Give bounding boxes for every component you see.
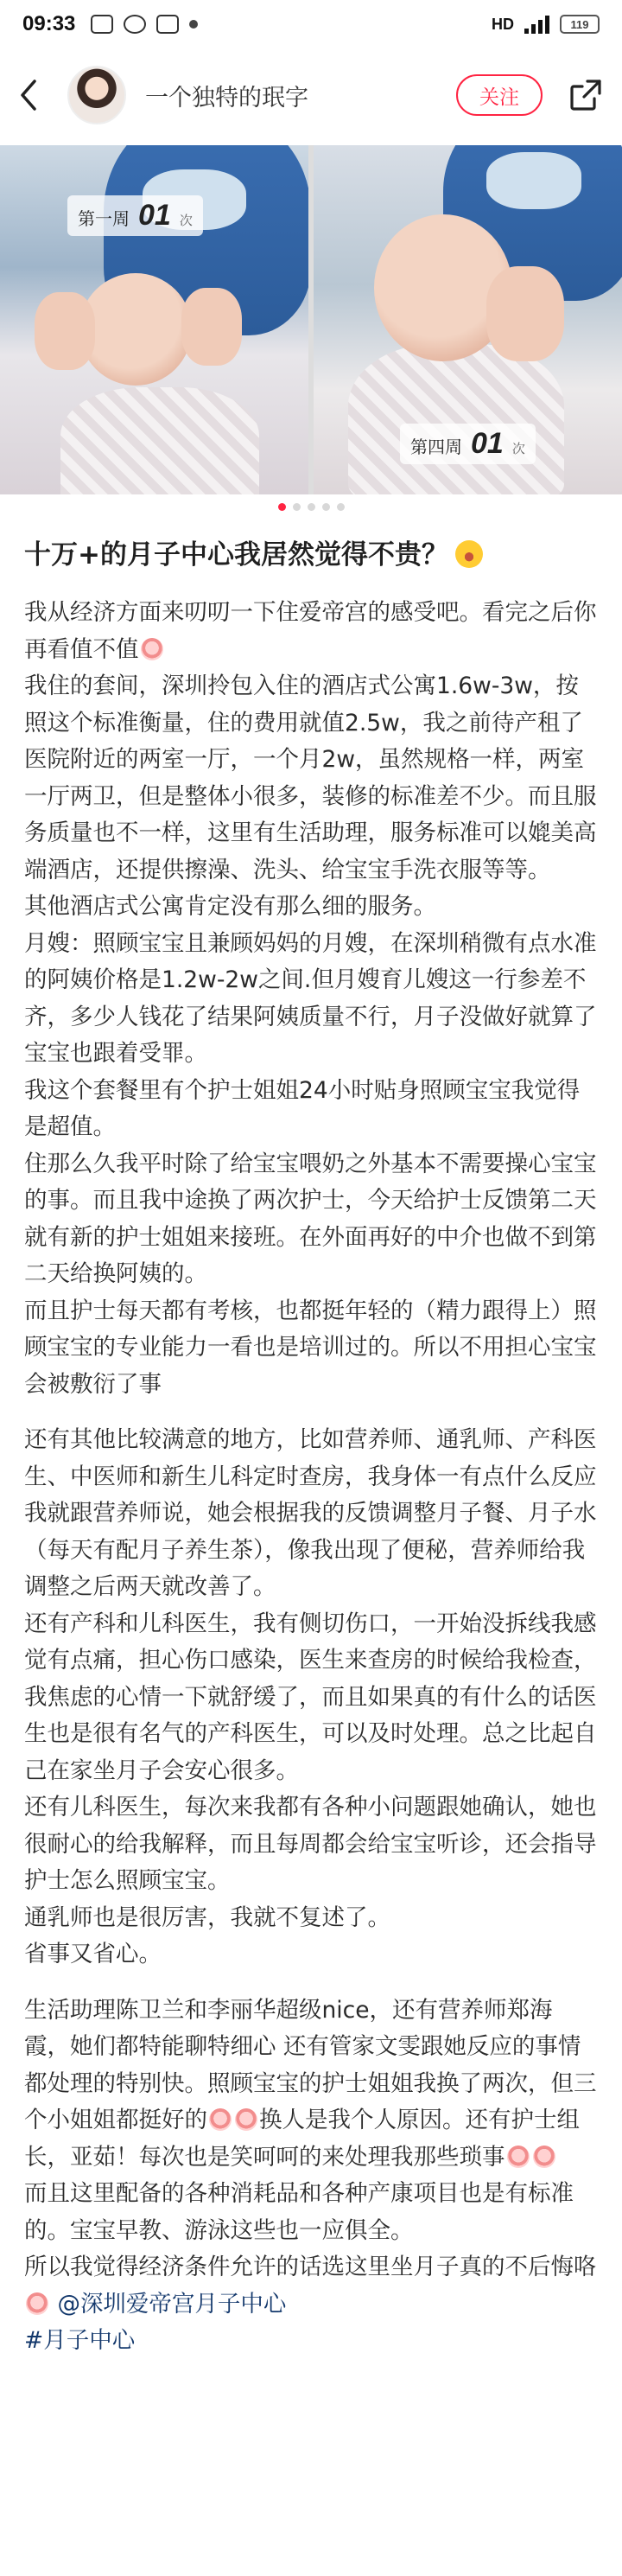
week-label-text: 第四周 (410, 437, 462, 457)
paragraph: 月嫂：照顾宝宝且兼顾妈妈的月嫂，在深圳稍微有点水准的阿姨价格是1.2w-2w之间.但月嫂育儿嫂这一行参差不齐，多少人钱花了结果阿姨质量不行，月子没做好就算了 宝宝也跟着受罪。 (24, 929, 597, 1067)
network-type: HD (492, 15, 514, 33)
paragraph: 通乳师也是很厉害，我就不复述了。 (24, 1903, 390, 1931)
caregiver-hand (181, 288, 242, 366)
paragraph (24, 2323, 598, 2360)
carousel-dot[interactable] (337, 503, 345, 511)
share-icon (568, 78, 603, 112)
paragraph: 我住的套间，深圳拎包入住的酒店式公寓1.6w-3w，按照这个标准衡量，住的费用就值2.5w，我之前待产租了医院附近的两室一厅，一个月2w，虽然规格一样，两室一厅两卫，但是整体小很多，装修的标准差不少。而且服务质量也不一样，这里有生活助理，服务标准可以媲美高端酒店，还提供擦澡、洗头、给宝宝手洗衣服等等。 (24, 673, 597, 883)
paragraph: 而且这里配备的各种消耗品和各种产康项目也是有标准的。宝宝早教、游泳这些也一应俱全。 (24, 2180, 574, 2244)
paragraph: 生活助理陈卫兰和李丽华超级nice，还有营养师郑海霞，她们都特能聊特细心 还有管家文雯跟她反应的事情都处理的特别快。照顾宝宝的护士姐姐我换了两次，但三个小姐姐都挺好的 换人是我个人原因。还有护士组长，亚茹！每次也是笑呵呵的来处理我那些琐事 (24, 1996, 597, 2171)
back-button[interactable] (19, 78, 45, 112)
signal-icon (524, 15, 549, 34)
message-icon (124, 15, 146, 34)
share-button[interactable] (568, 78, 603, 112)
carousel-dot[interactable] (308, 503, 315, 511)
caregiver-hand (35, 292, 95, 370)
pig-emoji-icon (26, 2292, 48, 2315)
app-icon (156, 15, 179, 34)
carousel-dot[interactable] (278, 503, 286, 511)
notification-dot-icon (189, 20, 198, 29)
paragraph: 还有儿科医生，每次来我都有各种小问题跟她确认，她也很耐心的给我解释，而且每周都会给宝宝听诊，还会指导护士怎么照顾宝宝。 (24, 1794, 597, 1894)
post-title-text: 十万+的月子中心我居然觉得不贵？ (24, 539, 448, 571)
follow-button[interactable]: 关注 (456, 74, 543, 116)
week-number: 01 (471, 427, 504, 460)
status-notification-icons (91, 15, 198, 34)
pig-emoji-icon (235, 2108, 257, 2131)
pig-emoji-icon (533, 2146, 555, 2168)
battery-level: 119 (570, 17, 589, 31)
author-name[interactable]: 一个独特的珉字 (145, 84, 308, 112)
caregiver-hand (486, 266, 564, 361)
hashtag-link[interactable]: #月子中心 (24, 2327, 136, 2354)
paragraph: 还有其他比较满意的地方，比如营养师、通乳师、产科医生、中医师和新生儿科定时查房，我身体一有点什么反应我就跟营养师说，她会根据我的反馈调整月子餐、月子水（每天有配月子养生茶），像我出现了便秘，营养师给我调整之后两天就改善了。 (24, 1426, 597, 1600)
carousel-pagination (0, 503, 622, 515)
baby-blanket (348, 344, 564, 494)
week-unit: 次 (179, 213, 193, 228)
week-label-text: 第一周 (78, 208, 130, 229)
post-title (24, 536, 598, 574)
paragraph: 还有产科和儿科医生，我有侧切伤口，一开始没拆线我感觉有点痛，担心伤口感染，医生来查房的时候给我检查，我焦虑的心情一下就舒缓了，而且如果真的有什么的话医生也是很有名气的产科医生，可以及时处理。总之比起自己在家坐月子会安心很多。 (24, 1610, 597, 1784)
avatar[interactable] (67, 66, 126, 124)
status-bar (0, 0, 622, 48)
post-header (0, 54, 622, 137)
baby-blanket (60, 387, 259, 494)
mention-link[interactable]: @深圳爱帝宫月子中心 (57, 2290, 287, 2318)
carousel-dot[interactable] (322, 503, 330, 511)
carousel-photo-week-4[interactable] (314, 145, 622, 494)
carousel-photo-week-1[interactable] (0, 145, 308, 494)
week-label (67, 195, 203, 236)
post-content (24, 595, 598, 2360)
gallery-icon (91, 15, 113, 34)
carousel-dot[interactable] (293, 503, 301, 511)
paragraph: 所以我觉得经济条件允许的话选这里坐月子真的不后悔咯 @深圳爱帝宫月子中心 (24, 2254, 597, 2318)
paragraph: 省事又省心。 (24, 1941, 162, 1967)
week-unit: 次 (511, 441, 525, 456)
week-number: 01 (138, 199, 171, 232)
image-carousel[interactable] (0, 145, 622, 494)
paragraph: 我这个套餐里有个护士姐姐24小时贴身照顾宝宝我觉得是超值。 (24, 1076, 581, 1140)
paragraph: 住那么久我平时除了给宝宝喂奶之外基本不需要操心宝宝的事。而且我中途换了两次护士，今天给护士反馈第二天就有新的护士姐姐来接班。在外面再好的中介也做不到第二天给换阿姨的。 (24, 1150, 597, 1287)
paragraph: 我从经济方面来叨叨一下住爱帝宫的感受吧。看完之后你再看值不值 (24, 599, 597, 663)
laughing-emoji-icon (455, 540, 483, 568)
battery-icon (560, 15, 600, 34)
paragraph: 其他酒店式公寓肯定没有那么细的服务。 (24, 893, 436, 920)
paragraph: 而且护士每天都有考核，也都挺年轻的（精力跟得上）照顾宝宝的专业能力一看也是培训过的。所以不用担心宝宝会被敷衍了事 (24, 1297, 597, 1398)
pig-emoji-icon (507, 2146, 530, 2168)
status-time: 09:33 (22, 12, 76, 35)
baby-head (79, 273, 192, 386)
chevron-left-icon (19, 79, 38, 112)
week-label (400, 424, 536, 464)
face-mask (486, 152, 581, 209)
pig-emoji-icon (209, 2108, 232, 2131)
pig-emoji-icon (141, 638, 163, 660)
